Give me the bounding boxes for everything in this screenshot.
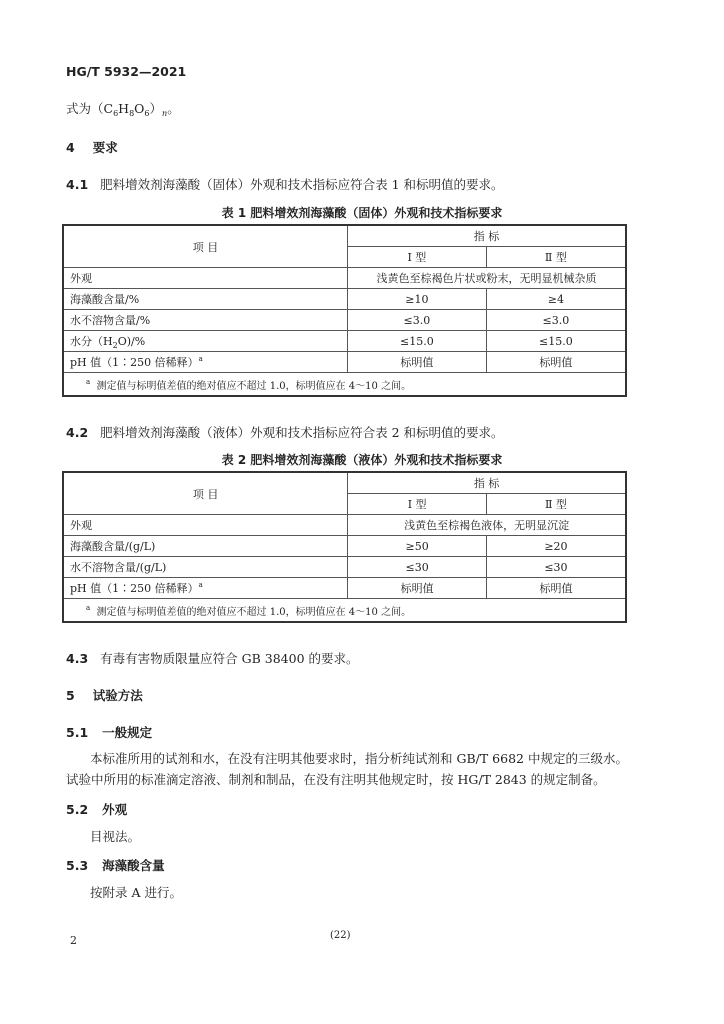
table-2-type-1: Ⅰ 型 <box>348 494 487 515</box>
table-2-caption: 表 2 肥料增效剂海藻酸（液体）外观和技术指标要求 <box>221 453 503 467</box>
table-row: pH 值（1∶250 倍稀释）$^a$ 标明值 标明值 <box>63 578 626 599</box>
page-number-center: (22) <box>330 930 351 941</box>
clause-5-1-heading: 5.1 一般规定 <box>66 725 153 740</box>
table-1-item-header: 项 目 <box>63 225 347 268</box>
table-row: 水不溶物含量/(g/L) ≤30 ≤30 <box>63 557 626 578</box>
clause-5-3-text: 按附录 A 进行。 <box>90 885 182 900</box>
clause-5-3-heading: 5.3 海藻酸含量 <box>66 858 165 873</box>
clause-5-2-text: 目视法。 <box>90 829 141 844</box>
table-1-caption: 表 1 肥料增效剂海藻酸（固体）外观和技术指标要求 <box>221 206 503 220</box>
table-1-index-header: 指 标 <box>347 225 626 247</box>
table-row: 水不溶物含量/% ≤3.0 ≤3.0 <box>63 310 626 331</box>
clause-4-1: 4.1 肥料增效剂海藻酸（固体）外观和技术指标应符合表 1 和标明值的要求。 <box>66 177 504 192</box>
table-1-type-1: Ⅰ 型 <box>347 247 486 268</box>
page-number: 2 <box>70 934 77 947</box>
clause-5-2-heading: 5.2 外观 <box>66 802 128 817</box>
table-row: pH 值（1∶250 倍稀释）$^a$ 标明值 标明值 <box>63 352 626 373</box>
table-2 <box>62 471 627 623</box>
table-1-type-2: Ⅱ 型 <box>486 247 626 268</box>
section-4-heading: 4 要求 <box>66 140 118 155</box>
clause-5-1-line-1: 本标准所用的试剂和水，在没有注明其他要求时，指分析纯试剂和 GB/T 6682 中规定的三级水。 <box>90 751 628 766</box>
table-row: 水分$(H_2O)/\%$ ≤15.0 ≤15.0 <box>63 331 626 352</box>
clause-5-1-line-2: 试验中所用的标准滴定溶液、制剂和制品，在没有注明其他规定时，按 HG/T 2843 的规定制备。 <box>66 772 606 787</box>
formula-line: 式为$(C_6H_8O_6)_n$。 <box>66 101 180 118</box>
document-code: HG/T 5932—2021 <box>66 64 187 79</box>
table-2-item-header: 项 目 <box>63 472 348 515</box>
section-5-heading: 5 试验方法 <box>66 688 143 703</box>
clause-4-2: 4.2 肥料增效剂海藻酸（液体）外观和技术指标应符合表 2 和标明值的要求。 <box>66 425 504 440</box>
clause-4-3: 4.3 有毒有害物质限量应符合 GB 38400 的要求。 <box>66 651 359 666</box>
table-row: 海藻酸含量/% ≥10 ≥4 <box>63 289 626 310</box>
table-1-footnote: $^a$ 测定值与标明值差值的绝对值应不超过 1.0，标明值应在 4～10 之间。 <box>63 373 626 397</box>
table-2-footnote: $^a$ 测定值与标明值差值的绝对值应不超过 1.0，标明值应在 4～10 之间。 <box>63 599 626 623</box>
table-1 <box>62 224 627 397</box>
table-row: 外观 浅黄色至棕褐色液体，无明显沉淀 <box>63 515 626 536</box>
table-2-type-2: Ⅱ 型 <box>486 494 626 515</box>
table-2-index-header: 指 标 <box>348 472 626 494</box>
table-row: 海藻酸含量/(g/L) ≥50 ≥20 <box>63 536 626 557</box>
table-row: 外观 浅黄色至棕褐色片状或粉末，无明显机械杂质 <box>63 268 626 289</box>
